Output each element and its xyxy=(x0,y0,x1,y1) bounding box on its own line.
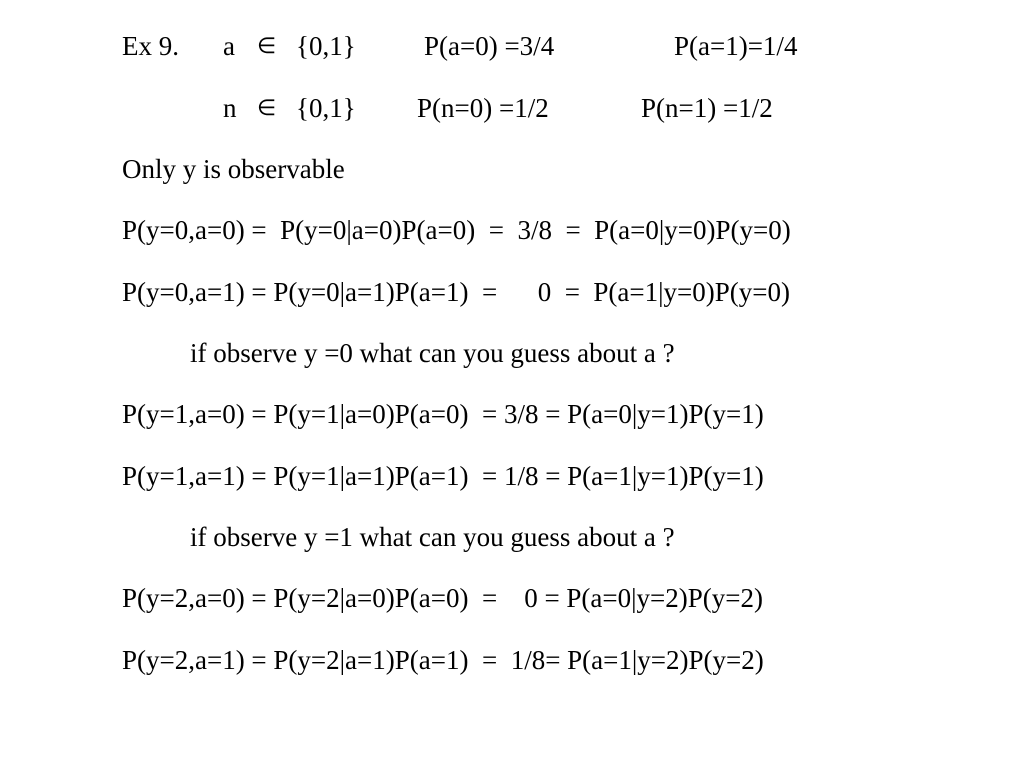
variable-a: a xyxy=(223,31,235,61)
definition-line-n xyxy=(122,92,1022,124)
equation-y2-a1: P(y=2,a=1) = P(y=2|a=1)P(a=1) = 1/8= P(a=1|y=2)P(y=2) xyxy=(122,645,764,675)
definition-line-a xyxy=(122,30,1022,62)
prob-a0: P(a=0) =3/4 xyxy=(424,31,555,61)
equation-y0-a1: P(y=0,a=1) = P(y=0|a=1)P(a=1) = 0 = P(a=1|y=0)P(y=0) xyxy=(122,277,790,307)
equation-y1-a1: P(y=1,a=1) = P(y=1|a=1)P(a=1) = 1/8 = P(a=1|y=1)P(y=1) xyxy=(122,461,764,491)
element-of-symbol: ∈ xyxy=(257,33,277,58)
set-n: {0,1} xyxy=(296,93,356,123)
prob-n0: P(n=0) =1/2 xyxy=(417,93,549,123)
question-y0: if observe y =0 what can you guess about a ? xyxy=(190,338,675,368)
set-a: {0,1} xyxy=(296,31,356,61)
variable-n: n xyxy=(223,93,237,123)
equation-y0-a0: P(y=0,a=0) = P(y=0|a=0)P(a=0) = 3/8 = P(a=0|y=0)P(y=0) xyxy=(122,215,791,245)
example-label: Ex 9. xyxy=(122,31,179,61)
question-y1: if observe y =1 what can you guess about a ? xyxy=(190,522,675,552)
element-of-symbol: ∈ xyxy=(257,95,277,120)
prob-a1: P(a=1)=1/4 xyxy=(674,31,798,61)
equation-y1-a0: P(y=1,a=0) = P(y=1|a=0)P(a=0) = 3/8 = P(a=0|y=1)P(y=1) xyxy=(122,399,764,429)
observable-note: Only y is observable xyxy=(122,154,345,184)
equation-y2-a0: P(y=2,a=0) = P(y=2|a=0)P(a=0) = 0 = P(a=0|y=2)P(y=2) xyxy=(122,583,763,613)
prob-n1: P(n=1) =1/2 xyxy=(641,93,773,123)
